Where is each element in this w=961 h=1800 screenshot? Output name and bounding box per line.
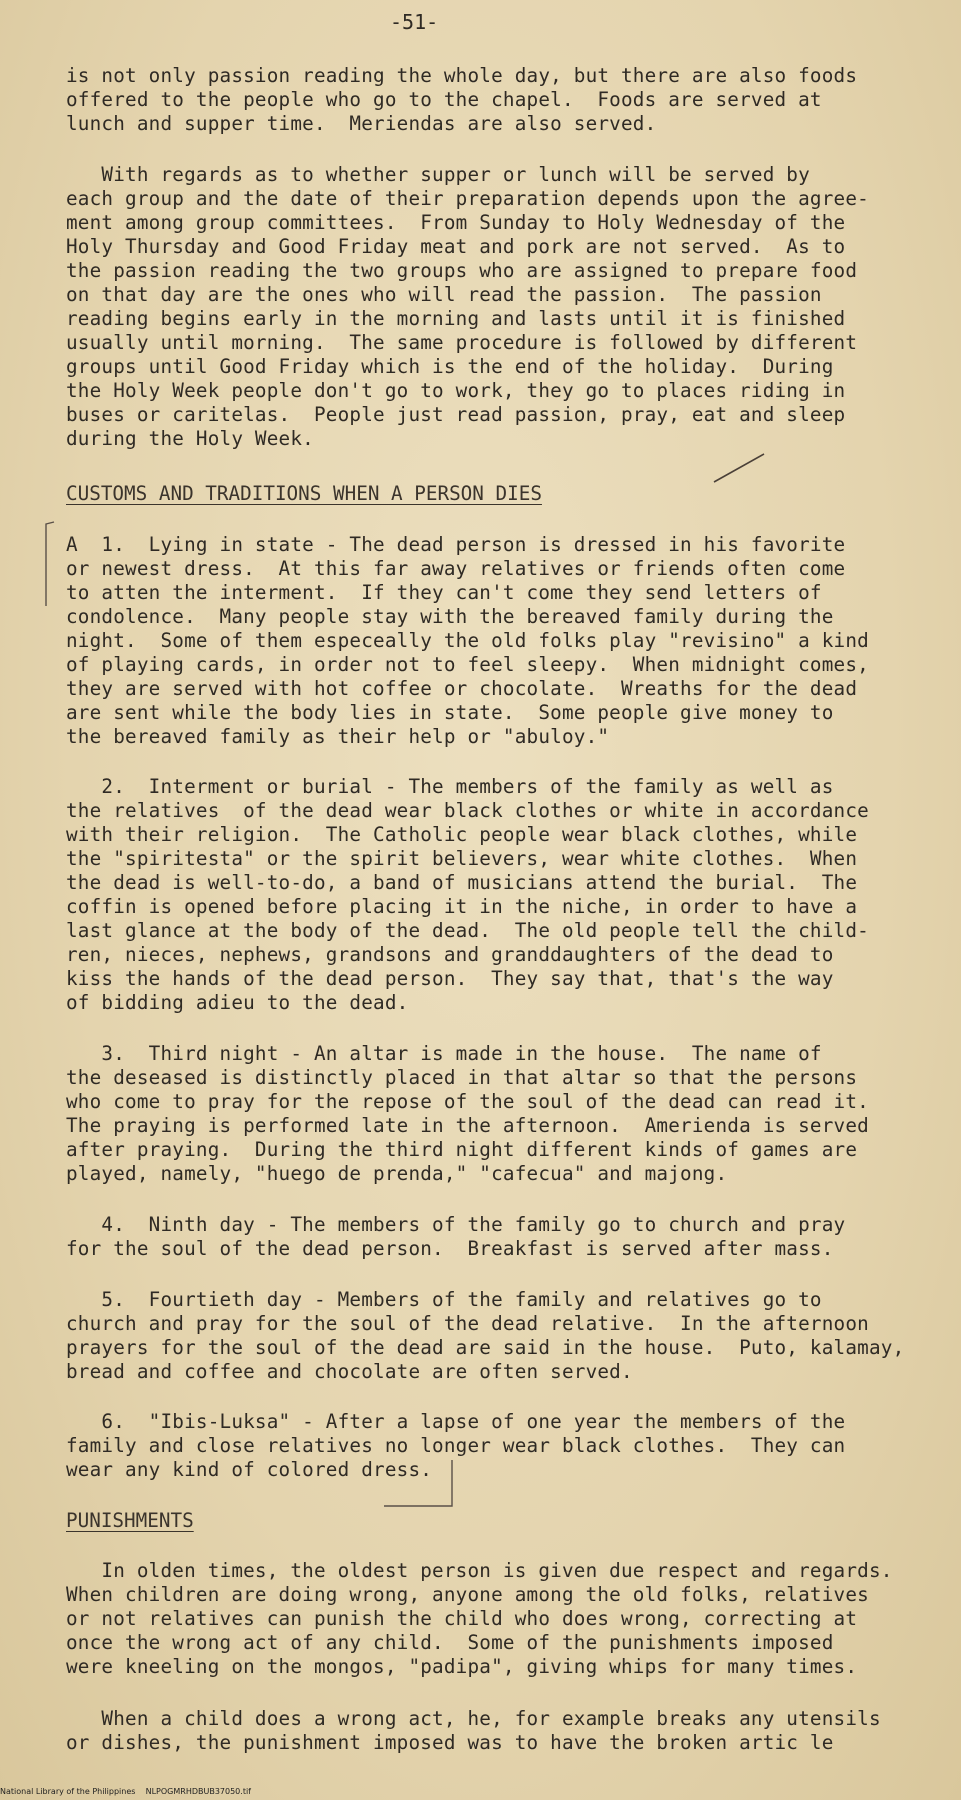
- text-line: When children are doing wrong, anyone among the old folks, relatives: [66, 1583, 869, 1606]
- text-line: with their religion. The Catholic people wear black clothes, while: [66, 823, 858, 846]
- text-line: church and pray for the soul of the dead relative. In the afternoon: [66, 1312, 869, 1335]
- pencil-bracket-mark: [40, 520, 60, 610]
- text-line: each group and the date of their preparation depends upon the agree-: [66, 187, 869, 210]
- text-line: who come to pray for the repose of the soul of the dead can read it.: [66, 1090, 869, 1113]
- text-line: night. Some of them especeally the old folks play "revisino" a kind: [66, 629, 869, 652]
- text-line: to atten the interment. If they can't come they send letters of: [66, 581, 822, 604]
- page-number: -51-: [390, 10, 439, 34]
- text-line: 3. Third night - An altar is made in the house. The name of: [66, 1042, 822, 1065]
- text-line: or not relatives can punish the child who does wrong, correcting at: [66, 1607, 858, 1630]
- text-line: reading begins early in the morning and lasts until it is finished: [66, 307, 846, 330]
- text-line: family and close relatives no longer wear black clothes. They can: [66, 1434, 846, 1457]
- text-line: lunch and supper time. Meriendas are also served.: [66, 112, 657, 135]
- text-line: the bereaved family as their help or "abuloy.": [66, 725, 610, 748]
- text-line: kiss the hands of the dead person. They say that, that's the way: [66, 967, 834, 990]
- pencil-end-bracket-mark: [380, 1458, 460, 1512]
- text-line: 4. Ninth day - The members of the family go to church and pray: [66, 1213, 846, 1236]
- text-line: ment among group committees. From Sunday to Holy Wednesday of the: [66, 211, 846, 234]
- text-line: after praying. During the third night different kinds of games are: [66, 1138, 858, 1161]
- text-line: A 1. Lying in state - The dead person is dressed in his favorite: [66, 533, 846, 556]
- text-line: condolence. Many people stay with the bereaved family during the: [66, 605, 834, 628]
- text-line: prayers for the soul of the dead are said in the house. Puto, kalamay,: [66, 1336, 905, 1359]
- text-line: 6. "Ibis-Luksa" - After a lapse of one year the members of the: [66, 1410, 846, 1433]
- text-line: last glance at the body of the dead. The old people tell the child-: [66, 919, 869, 942]
- section-heading-punishments: PUNISHMENTS: [66, 1509, 194, 1532]
- text-line: ren, nieces, nephews, grandsons and granddaughters of the dead to: [66, 943, 834, 966]
- text-line: is not only passion reading the whole day, but there are also foods: [66, 64, 858, 87]
- pencil-slash-mark: [712, 450, 768, 484]
- text-line: of bidding adieu to the dead.: [66, 991, 409, 1014]
- text-line: or dishes, the punishment imposed was to have the broken artic le: [66, 1731, 834, 1754]
- text-line: were kneeling on the mongos, "padipa", giving whips for many times.: [66, 1655, 858, 1678]
- text-line: they are served with hot coffee or chocolate. Wreaths for the dead: [66, 677, 858, 700]
- text-line: the dead is well-to-do, a band of musicians attend the burial. The: [66, 871, 858, 894]
- text-line: 5. Fourtieth day - Members of the family and relatives go to: [66, 1288, 822, 1311]
- text-line: In olden times, the oldest person is given due respect and regards.: [66, 1559, 893, 1582]
- text-line: Holy Thursday and Good Friday meat and pork are not served. As to: [66, 235, 846, 258]
- text-line: 2. Interment or burial - The members of the family as well as: [66, 775, 834, 798]
- text-line: the passion reading the two groups who are assigned to prepare food: [66, 259, 858, 282]
- text-line: groups until Good Friday which is the end of the holiday. During: [66, 355, 834, 378]
- text-line: on that day are the ones who will read the passion. The passion: [66, 283, 822, 306]
- text-line: buses or caritelas. People just read passion, pray, eat and sleep: [66, 403, 846, 426]
- text-line: the relatives of the dead wear black clothes or white in accordance: [66, 799, 869, 822]
- text-line: offered to the people who go to the chapel. Foods are served at: [66, 88, 822, 111]
- scan-footer: National Library of the Philippines NLPOGMRHDBUB37050.tif: [0, 1787, 251, 1796]
- section-heading-customs: CUSTOMS AND TRADITIONS WHEN A PERSON DIES: [66, 482, 542, 505]
- text-line: With regards as to whether supper or lunch will be served by: [66, 163, 810, 186]
- text-line: the Holy Week people don't go to work, they go to places riding in: [66, 379, 846, 402]
- text-line: The praying is performed late in the afternoon. Amerienda is served: [66, 1114, 869, 1137]
- text-line: once the wrong act of any child. Some of the punishments imposed: [66, 1631, 834, 1654]
- text-line: during the Holy Week.: [66, 427, 314, 450]
- text-line: wear any kind of colored dress.: [66, 1458, 433, 1481]
- text-line: coffin is opened before placing it in the niche, in order to have a: [66, 895, 858, 918]
- text-line: are sent while the body lies in state. Some people give money to: [66, 701, 834, 724]
- text-line: usually until morning. The same procedure is followed by different: [66, 331, 858, 354]
- text-line: the "spiritesta" or the spirit believers, wear white clothes. When: [66, 847, 858, 870]
- text-line: the deseased is distinctly placed in that altar so that the persons: [66, 1066, 858, 1089]
- text-line: bread and coffee and chocolate are often served.: [66, 1360, 633, 1383]
- text-line: for the soul of the dead person. Breakfast is served after mass.: [66, 1237, 834, 1260]
- text-line: When a child does a wrong act, he, for example breaks any utensils: [66, 1707, 881, 1730]
- text-line: of playing cards, in order not to feel sleepy. When midnight comes,: [66, 653, 869, 676]
- text-line: played, namely, "huego de prenda," "cafecua" and majong.: [66, 1162, 728, 1185]
- text-line: or newest dress. At this far away relatives or friends often come: [66, 557, 846, 580]
